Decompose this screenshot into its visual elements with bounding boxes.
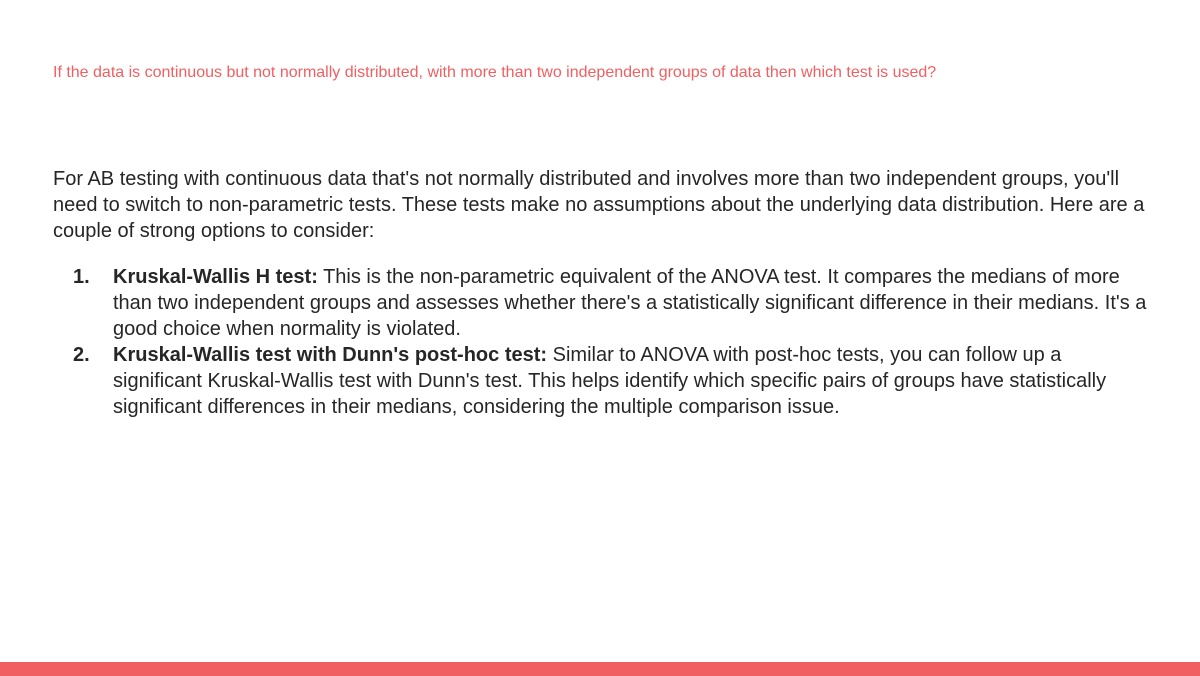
list-item [53, 264, 1148, 342]
test-description: Similar to ANOVA with post-hoc tests, you can follow up a significant Kruskal-Wallis test with Dunn's test. This helps identify which specific pairs of groups have statistically significant differences in their medians, considering the multiple comparison issue. [113, 344, 1107, 418]
test-name: Kruskal-Wallis H test: [113, 266, 318, 288]
test-description: This is the non-parametric equivalent of the ANOVA test. It compares the medians of more than two independent groups and assesses whether there's a statistically significant difference in their medians. It's a good choice when normality is violated. [113, 266, 1147, 340]
list-item-number: 2. [73, 344, 90, 366]
options-list [53, 264, 1148, 420]
test-name: Kruskal-Wallis test with Dunn's post-hoc test: [113, 344, 548, 366]
answer-body [53, 166, 1148, 420]
intro-paragraph: For AB testing with continuous data that's not normally distributed and involves more than two independent groups, you'll need to switch to non-parametric tests. These tests make no assumptions about the underlying data distribution. Here are a couple of strong options to consider: [53, 168, 1145, 242]
footer-accent-bar [0, 662, 1200, 676]
question-text: If the data is continuous but not normally distributed, with more than two independent groups of data then which test is used? [53, 64, 937, 81]
list-item-number: 1. [73, 266, 90, 288]
list-item [53, 342, 1148, 420]
